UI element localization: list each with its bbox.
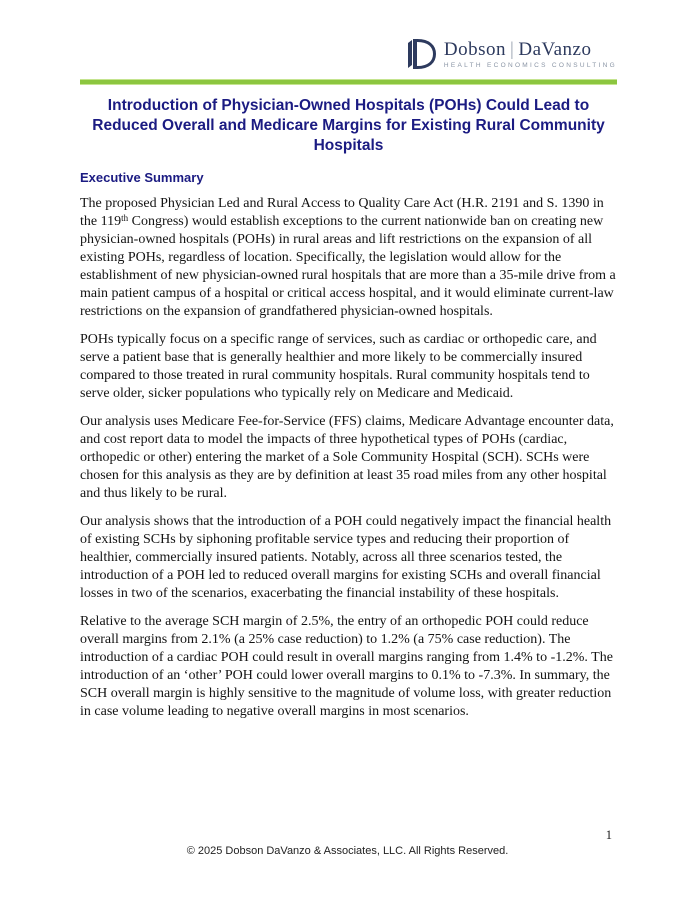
paragraph-5: Relative to the average SCH margin of 2.5%, the entry of an orthopedic POH could reduce overall margins from 2.1% (a 25% case reduction) to 1.2% (a 75% case reduction). The introduction of a cardiac POH could result in overall margins ranging from 1.4% to -1.2%. The introduction of an ‘other’ POH could lower overall margins to 0.1% to -7.3%. In summary, the SCH overall margin is highly sensitive to the magnitude of volume loss, with greater reduction in case volume leading to negative overall margins in most scenarios. [80, 614, 613, 719]
paragraph-1-text-a: The proposed Physician Led and Rural Access to Quality Care Act (H.R. 2191 and S. 1390 in the 119 [80, 196, 604, 229]
logo-name-row [444, 40, 617, 60]
logo-d-icon [405, 36, 437, 72]
header-divider-rule [80, 79, 617, 85]
logo-tagline: HEALTH ECONOMICS CONSULTING [443, 61, 617, 69]
paragraph-1 [80, 195, 617, 321]
paragraph-1-text-b: Congress) would establish exceptions to the current nationwide ban on creating new physician-owned hospitals (POHs) in rural areas and lift restrictions on the expansion of all existing POHs, regardless of location. Specifically, the legislation would allow for the establishment of new physician-owned rural hospitals that are more than a 35-mile drive from a main patient campus of a hospital or critical access hospital, and it would eliminate current-law restrictions on the expansion of grandfathered physician-owned hospitals. [80, 214, 616, 319]
page-number: 1 [605, 828, 612, 842]
logo-name-dobson: Dobson [443, 38, 507, 60]
logo-separator: | [510, 38, 515, 60]
paragraph-4: Our analysis shows that the introduction of a POH could negatively impact the financial health of existing SCHs by siphoning profitable service types and reducing their proportion of healthier, commercially insured patients. Notably, across all three scenarios tested, the introduction of a POH led to reduced overall margins for existing SCHs and overall financial losses in two of the scenarios, exacerbating the financial instability of these hospitals. [80, 514, 612, 601]
document-content [80, 96, 617, 731]
paragraph-3: Our analysis uses Medicare Fee-for-Service (FFS) claims, Medicare Advantage encounter data, and cost report data to model the impacts of three hypothetical types of POHs (cardiac, orthopedic or other) entering the market of a Sole Community Hospital (SCH). SCHs were chosen for this analysis as they are by definition at least 35 road miles from any other hospital and thus likely to be rural. [80, 414, 614, 501]
logo-text [444, 40, 617, 69]
footer-copyright: © 2025 Dobson DaVanzo & Associates, LLC. All Rights Reserved. [186, 845, 509, 857]
paragraph-1-superscript: th [121, 213, 129, 223]
paragraph-2: POHs typically focus on a specific range of services, such as cardiac or orthopedic care, and serve a patient base that is generally healthier and more likely to be commercially insured compared to those treated in rural community hospitals. Rural community hospitals tend to serve older, sicker populations who typically rely on Medicare and Medicaid. [80, 332, 597, 401]
logo-name-davanzo: DaVanzo [518, 38, 592, 60]
executive-summary-heading: Executive Summary [80, 170, 204, 185]
document-title: Introduction of Physician-Owned Hospitals (POHs) Could Lead to Reduced Overall and Medicare Margins for Existing Rural Community Hospitals [92, 97, 605, 154]
company-logo [405, 36, 617, 72]
